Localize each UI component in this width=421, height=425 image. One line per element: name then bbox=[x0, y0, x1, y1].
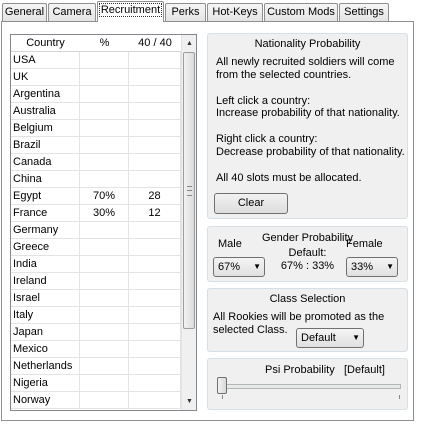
percent-cell bbox=[80, 52, 129, 69]
table-row[interactable] bbox=[11, 239, 181, 256]
column-header-slots[interactable]: 40 / 40 bbox=[138, 37, 172, 49]
slots-cell bbox=[129, 307, 181, 324]
percent-cell bbox=[80, 69, 129, 86]
tab-settings[interactable]: Settings bbox=[339, 3, 389, 21]
country-cell: Germany bbox=[11, 222, 80, 239]
country-cell: India bbox=[11, 256, 80, 273]
nationality-text-5: Right click a country: bbox=[216, 133, 318, 145]
class-selection-text-1: All Rookies will be promoted as the bbox=[213, 311, 385, 323]
percent-cell: 70% bbox=[80, 188, 129, 205]
table-row[interactable] bbox=[11, 290, 181, 307]
table-row[interactable] bbox=[11, 188, 181, 205]
table-row[interactable] bbox=[11, 341, 181, 358]
percent-cell bbox=[80, 256, 129, 273]
country-cell: Egypt bbox=[11, 188, 80, 205]
table-row[interactable] bbox=[11, 273, 181, 290]
country-list-scrollbar[interactable] bbox=[181, 35, 197, 410]
male-probability-value: 67% bbox=[218, 261, 241, 273]
nationality-text-6: Decrease probability of that nationality. bbox=[216, 146, 405, 158]
nationality-text-4: Increase probability of that nationality. bbox=[216, 107, 400, 119]
chevron-down-icon: ▼ bbox=[253, 262, 261, 271]
psi-slider-ticks bbox=[222, 395, 400, 399]
column-header-percent[interactable]: % bbox=[99, 37, 110, 49]
table-row[interactable] bbox=[11, 324, 181, 341]
percent-cell bbox=[80, 324, 129, 341]
class-select[interactable] bbox=[296, 328, 364, 348]
country-cell: France bbox=[11, 205, 80, 222]
country-cell: Mexico bbox=[11, 341, 80, 358]
scrollbar-thumb[interactable] bbox=[183, 52, 195, 329]
country-cell: Greece bbox=[11, 239, 80, 256]
slots-cell bbox=[129, 86, 181, 103]
country-cell: Belgium bbox=[11, 120, 80, 137]
country-cell: USA bbox=[11, 52, 80, 69]
percent-cell bbox=[80, 392, 129, 409]
percent-cell bbox=[80, 239, 129, 256]
slots-cell bbox=[129, 52, 181, 69]
country-cell: Italy bbox=[11, 307, 80, 324]
class-selection-group bbox=[207, 288, 408, 352]
slots-cell bbox=[129, 103, 181, 120]
table-row[interactable] bbox=[11, 307, 181, 324]
nationality-text-1: All newly recruited soldiers will come bbox=[216, 56, 395, 68]
gender-default-label: Default: bbox=[288, 247, 327, 259]
percent-cell bbox=[80, 358, 129, 375]
percent-cell bbox=[80, 290, 129, 307]
country-cell: Brazil bbox=[11, 137, 80, 154]
country-cell: China bbox=[11, 171, 80, 188]
slots-cell bbox=[129, 375, 181, 392]
percent-cell bbox=[80, 341, 129, 358]
female-probability-select[interactable] bbox=[346, 257, 398, 277]
table-row[interactable] bbox=[11, 205, 181, 222]
percent-cell bbox=[80, 103, 129, 120]
percent-cell bbox=[80, 375, 129, 392]
slots-cell bbox=[129, 137, 181, 154]
tab-general[interactable]: General bbox=[2, 3, 47, 21]
gender-group bbox=[207, 226, 408, 282]
tab-custom-mods[interactable]: Custom Mods bbox=[264, 3, 338, 21]
tab-perks[interactable]: Perks bbox=[165, 3, 206, 21]
nationality-text-3: Left click a country: bbox=[216, 95, 311, 107]
slots-cell: 28 bbox=[129, 188, 181, 205]
slots-cell bbox=[129, 392, 181, 409]
percent-cell bbox=[80, 120, 129, 137]
slots-cell bbox=[129, 256, 181, 273]
slots-cell bbox=[129, 290, 181, 307]
table-row[interactable] bbox=[11, 137, 181, 154]
table-row[interactable] bbox=[11, 120, 181, 137]
slots-cell bbox=[129, 222, 181, 239]
country-cell: Argentina bbox=[11, 86, 80, 103]
percent-cell: 30% bbox=[80, 205, 129, 222]
clear-button[interactable]: Clear bbox=[214, 193, 288, 214]
table-row[interactable] bbox=[11, 154, 181, 171]
slots-cell bbox=[129, 341, 181, 358]
nationality-title: Nationality Probability bbox=[254, 38, 361, 50]
country-cell: Australia bbox=[11, 103, 80, 120]
percent-cell bbox=[80, 307, 129, 324]
country-list[interactable] bbox=[10, 34, 197, 411]
country-cell: Norway bbox=[11, 392, 80, 409]
table-row[interactable] bbox=[11, 222, 181, 239]
country-cell: Ireland bbox=[11, 273, 80, 290]
country-list-header bbox=[11, 35, 181, 52]
slots-cell: 12 bbox=[129, 205, 181, 222]
tab-hot-keys[interactable]: Hot-Keys bbox=[207, 3, 263, 21]
percent-cell bbox=[80, 137, 129, 154]
class-select-value: Default bbox=[301, 332, 336, 344]
table-row[interactable] bbox=[11, 69, 181, 86]
tab-bar bbox=[0, 0, 421, 22]
country-cell: Nigeria bbox=[11, 375, 80, 392]
chevron-down-icon: ▼ bbox=[352, 333, 360, 342]
percent-cell bbox=[80, 222, 129, 239]
female-label: Female bbox=[346, 238, 383, 250]
male-probability-select[interactable] bbox=[213, 257, 265, 277]
slots-cell bbox=[129, 324, 181, 341]
country-cell: Israel bbox=[11, 290, 80, 307]
class-selection-text-2: selected Class. bbox=[213, 324, 288, 336]
tab-recruitment[interactable]: Recruitment bbox=[97, 1, 164, 22]
table-row[interactable] bbox=[11, 103, 181, 120]
slots-cell bbox=[129, 69, 181, 86]
table-row[interactable] bbox=[11, 375, 181, 392]
table-row[interactable] bbox=[11, 358, 181, 375]
percent-cell bbox=[80, 154, 129, 171]
country-cell: UK bbox=[11, 69, 80, 86]
class-selection-title: Class Selection bbox=[269, 293, 346, 305]
table-row[interactable] bbox=[11, 256, 181, 273]
tab-camera[interactable]: Camera bbox=[48, 3, 96, 21]
nationality-group bbox=[207, 33, 408, 219]
table-row[interactable] bbox=[11, 392, 181, 409]
table-row[interactable] bbox=[11, 52, 181, 69]
gender-title: Gender Probability bbox=[261, 232, 354, 244]
slots-cell bbox=[129, 171, 181, 188]
percent-cell bbox=[80, 273, 129, 290]
nationality-text-2: from the selected countries. bbox=[216, 69, 352, 81]
slots-cell bbox=[129, 358, 181, 375]
slots-cell bbox=[129, 273, 181, 290]
slots-cell bbox=[129, 120, 181, 137]
male-label: Male bbox=[218, 238, 242, 250]
slots-cell bbox=[129, 154, 181, 171]
scroll-down-icon[interactable]: ▼ bbox=[186, 398, 193, 405]
country-cell: Canada bbox=[11, 154, 80, 171]
percent-cell bbox=[80, 86, 129, 103]
female-probability-value: 33% bbox=[351, 261, 374, 273]
psi-title: Psi Probability bbox=[265, 364, 335, 376]
psi-status: [Default] bbox=[344, 364, 385, 376]
scroll-up-icon[interactable]: ▲ bbox=[186, 40, 193, 47]
column-header-country[interactable]: Country bbox=[26, 37, 65, 49]
gender-default-value: 67% : 33% bbox=[280, 260, 335, 272]
psi-slider-thumb[interactable] bbox=[217, 377, 227, 394]
country-cell: Netherlands bbox=[11, 358, 80, 375]
percent-cell bbox=[80, 171, 129, 188]
chevron-down-icon: ▼ bbox=[386, 262, 394, 271]
slots-cell bbox=[129, 239, 181, 256]
country-cell: Japan bbox=[11, 324, 80, 341]
psi-slider-track[interactable] bbox=[221, 384, 401, 389]
table-row[interactable] bbox=[11, 86, 181, 103]
grip-icon bbox=[187, 186, 192, 196]
table-row[interactable] bbox=[11, 171, 181, 188]
nationality-text-7: All 40 slots must be allocated. bbox=[216, 172, 362, 184]
